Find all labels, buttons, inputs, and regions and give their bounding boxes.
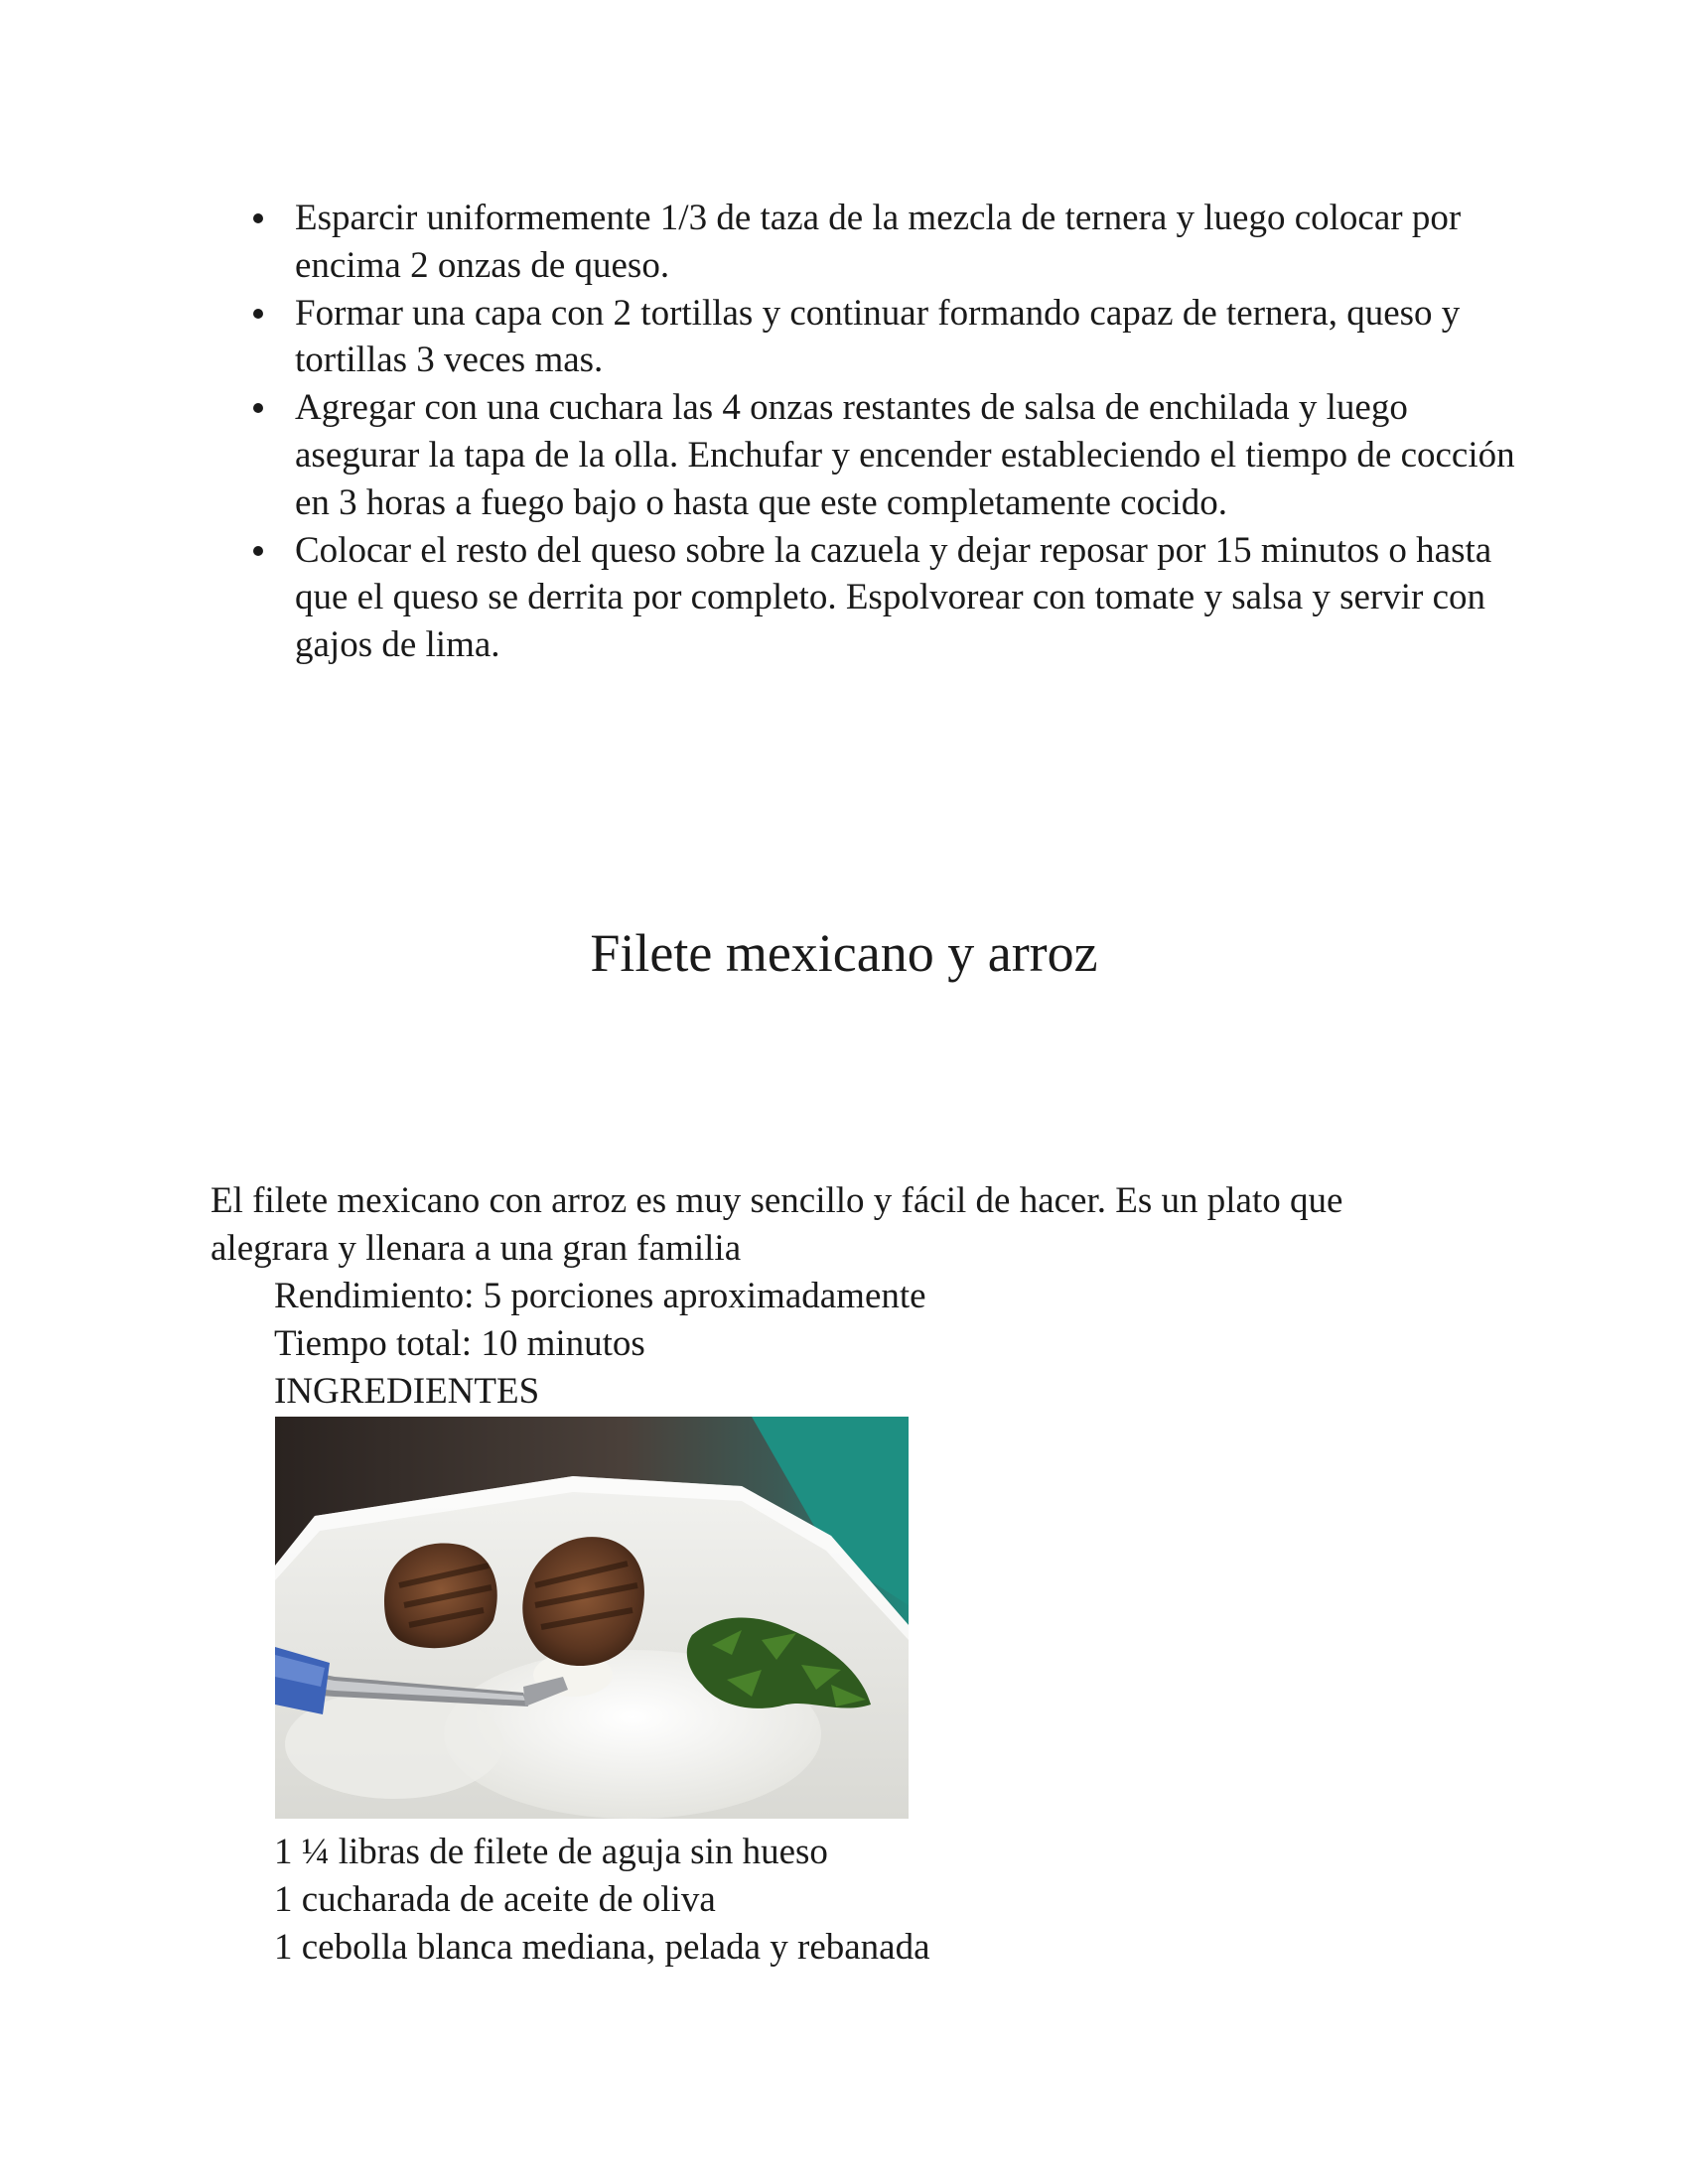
plate-photo-icon — [275, 1417, 909, 1819]
recipe-meta — [274, 1273, 926, 1415]
instruction-step — [295, 195, 1536, 290]
ingredient-item: 1 ¼ libras de filete de aguja sin hueso — [274, 1832, 828, 1872]
recipe-yield: Rendimiento: 5 porciones aproximadamente — [274, 1276, 926, 1316]
ingredient-item: 1 cebolla blanca mediana, pelada y rebanada — [274, 1926, 930, 1968]
bullet-icon — [253, 403, 263, 413]
recipe-total-time: Tiempo total: 10 minutos — [274, 1322, 645, 1364]
instruction-step — [295, 527, 1536, 669]
recipe-title: Filete mexicano y arroz — [590, 923, 1098, 983]
bullet-icon — [253, 309, 263, 319]
recipe-intro: El filete mexicano con arroz es muy sencillo y fácil de hacer. Es un plato que alegrara y llenara a una gran familia — [211, 1180, 1343, 1269]
instruction-text: Formar una capa con 2 tortillas y continuar formando capaz de ternera, queso y tortillas 3 veces mas. — [295, 292, 1461, 381]
instruction-step — [295, 384, 1536, 526]
instruction-text: Agregar con una cuchara las 4 onzas restantes de salsa de enchilada y luego asegurar la tapa de la olla. Enchufar y encender estableciendo el tiempo de cocción en 3 horas a fuego bajo o hasta que este completamente cocido. — [295, 387, 1515, 523]
bullet-icon — [253, 213, 263, 223]
ingredient-item: 1 cucharada de aceite de oliva — [274, 1878, 716, 1920]
ingredients-list — [274, 1829, 930, 1971]
instructions-list — [253, 195, 1536, 669]
bullet-icon — [253, 546, 263, 556]
instruction-text: Esparcir uniformemente 1/3 de taza de la mezcla de ternera y luego colocar por encima 2 onzas de queso. — [295, 198, 1462, 286]
instruction-step — [295, 290, 1536, 385]
recipe-photo — [275, 1417, 909, 1819]
instruction-text: Colocar el resto del queso sobre la cazuela y dejar reposar por 15 minutos o hasta que el queso se derrita por completo. Espolvorear con tomate y salsa y servir con gajos de lima. — [295, 529, 1492, 666]
ingredients-heading: INGREDIENTES — [274, 1370, 540, 1412]
